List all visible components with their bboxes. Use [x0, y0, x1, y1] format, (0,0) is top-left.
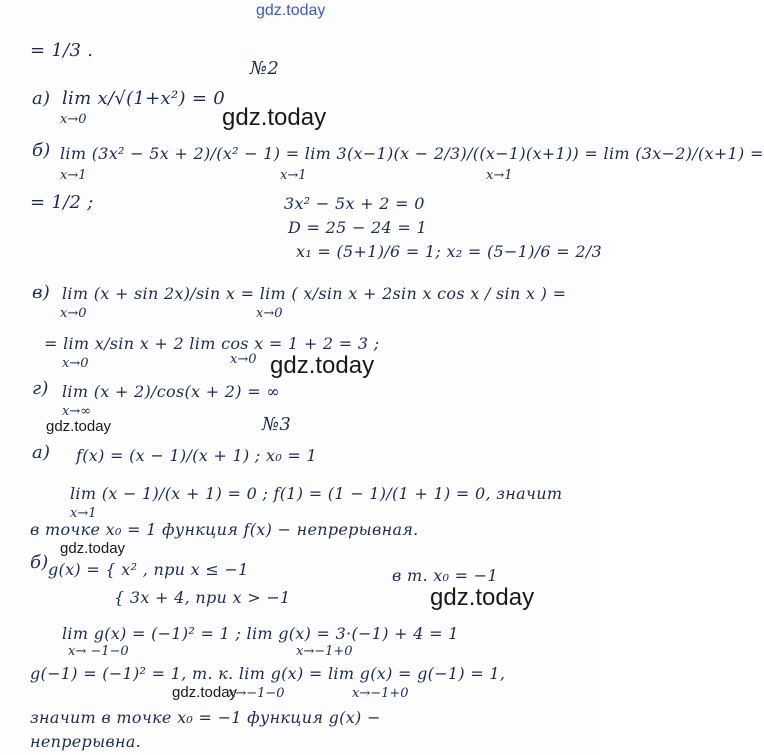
part-b3-label: б)	[30, 552, 49, 573]
watermark-top: gdz.today	[256, 2, 326, 19]
part-b3-value: g(−1) = (−1)² = 1, т. к. lim g(x) = lim g(x) = g(−1) = 1,	[30, 664, 506, 683]
part-a3-function: f(x) = (x − 1)/(x + 1) ; x₀ = 1	[76, 446, 317, 465]
part-b-result: = 1/2 ;	[30, 192, 94, 213]
part-a-limit-sub: x→0	[60, 112, 87, 127]
watermark-1: gdz.today	[222, 104, 327, 131]
part-v-label: в)	[32, 282, 51, 303]
part-b-label: б)	[32, 140, 51, 161]
quadratic-equation: 3x² − 5x + 2 = 0	[284, 194, 425, 213]
part-b3-sub-1: x→ −1−0	[68, 644, 129, 659]
part-b3-sub-2: x→−1+0	[296, 644, 353, 659]
part-b3-conclusion-1: значит в точке x₀ = −1 функция g(x) −	[30, 708, 381, 727]
part-a3-label: а)	[32, 442, 51, 463]
part-b-limit: lim (3x² − 5x + 2)/(x² − 1) = lim 3(x−1)(x − 2/3)/((x−1)(x+1)) = lim (3x−2)/(x+1) =	[60, 144, 764, 163]
watermark-3: gdz.today	[46, 418, 112, 435]
part-b3-conclusion-2: непрерывна.	[30, 732, 142, 751]
part-b-sub-2: x→1	[280, 168, 307, 183]
part-g-limit: lim (x + 2)/cos(x + 2) = ∞	[62, 382, 280, 401]
part-b3-sub-4: x→−1+0	[352, 686, 409, 701]
part-b-sub-1: x→1	[60, 168, 87, 183]
part-g-label: г)	[32, 378, 49, 399]
watermark-2: gdz.today	[270, 352, 375, 379]
task-number-2: №2	[250, 58, 280, 79]
part-v-limit: lim (x + sin 2x)/sin x = lim ( x/sin x + 2sin x cos x / sin x ) =	[62, 284, 567, 303]
part-v-sub-1: x→0	[60, 306, 87, 321]
part-b3-row-2: { 3x + 4, при x > −1	[114, 588, 291, 607]
part-v-sub-2: x→0	[256, 306, 283, 321]
part-b3-row-1: g(x) = { x² , при x ≤ −1	[48, 560, 249, 579]
watermark-5: gdz.today	[430, 584, 535, 611]
part-b-sub-3: x→1	[486, 168, 513, 183]
part-b3-point: в т. x₀ = −1	[392, 566, 498, 585]
part-a-label: а)	[32, 88, 51, 109]
part-v-sub-4: x→0	[230, 352, 257, 367]
part-a3-sub: x→1	[70, 506, 97, 521]
watermark-6: gdz.today	[172, 684, 238, 701]
watermark-4: gdz.today	[60, 540, 126, 557]
part-g-sub: x→∞	[62, 404, 92, 419]
part-a3-limit: lim (x − 1)/(x + 1) = 0 ; f(1) = (1 − 1)/(1 + 1) = 0, значит	[70, 484, 563, 503]
part-v-result: = lim x/sin x + 2 lim cos x = 1 + 2 = 3 ;	[44, 334, 380, 353]
part-a3-conclusion: в точке x₀ = 1 функция f(x) − непрерывная.	[30, 520, 419, 539]
part-b3-limits: lim g(x) = (−1)² = 1 ; lim g(x) = 3·(−1) + 4 = 1	[62, 624, 459, 643]
discriminant: D = 25 − 24 = 1	[288, 218, 427, 237]
part-v-sub-3: x→0	[62, 356, 89, 371]
part-a-limit: lim x/√(1+x²) = 0	[62, 88, 226, 109]
roots: x₁ = (5+1)/6 = 1; x₂ = (5−1)/6 = 2/3	[296, 242, 603, 261]
result-one-third: = 1/3 .	[30, 40, 94, 61]
task-number-3: №3	[262, 414, 292, 435]
part-b3-sub-3: x→−1−0	[228, 686, 285, 701]
